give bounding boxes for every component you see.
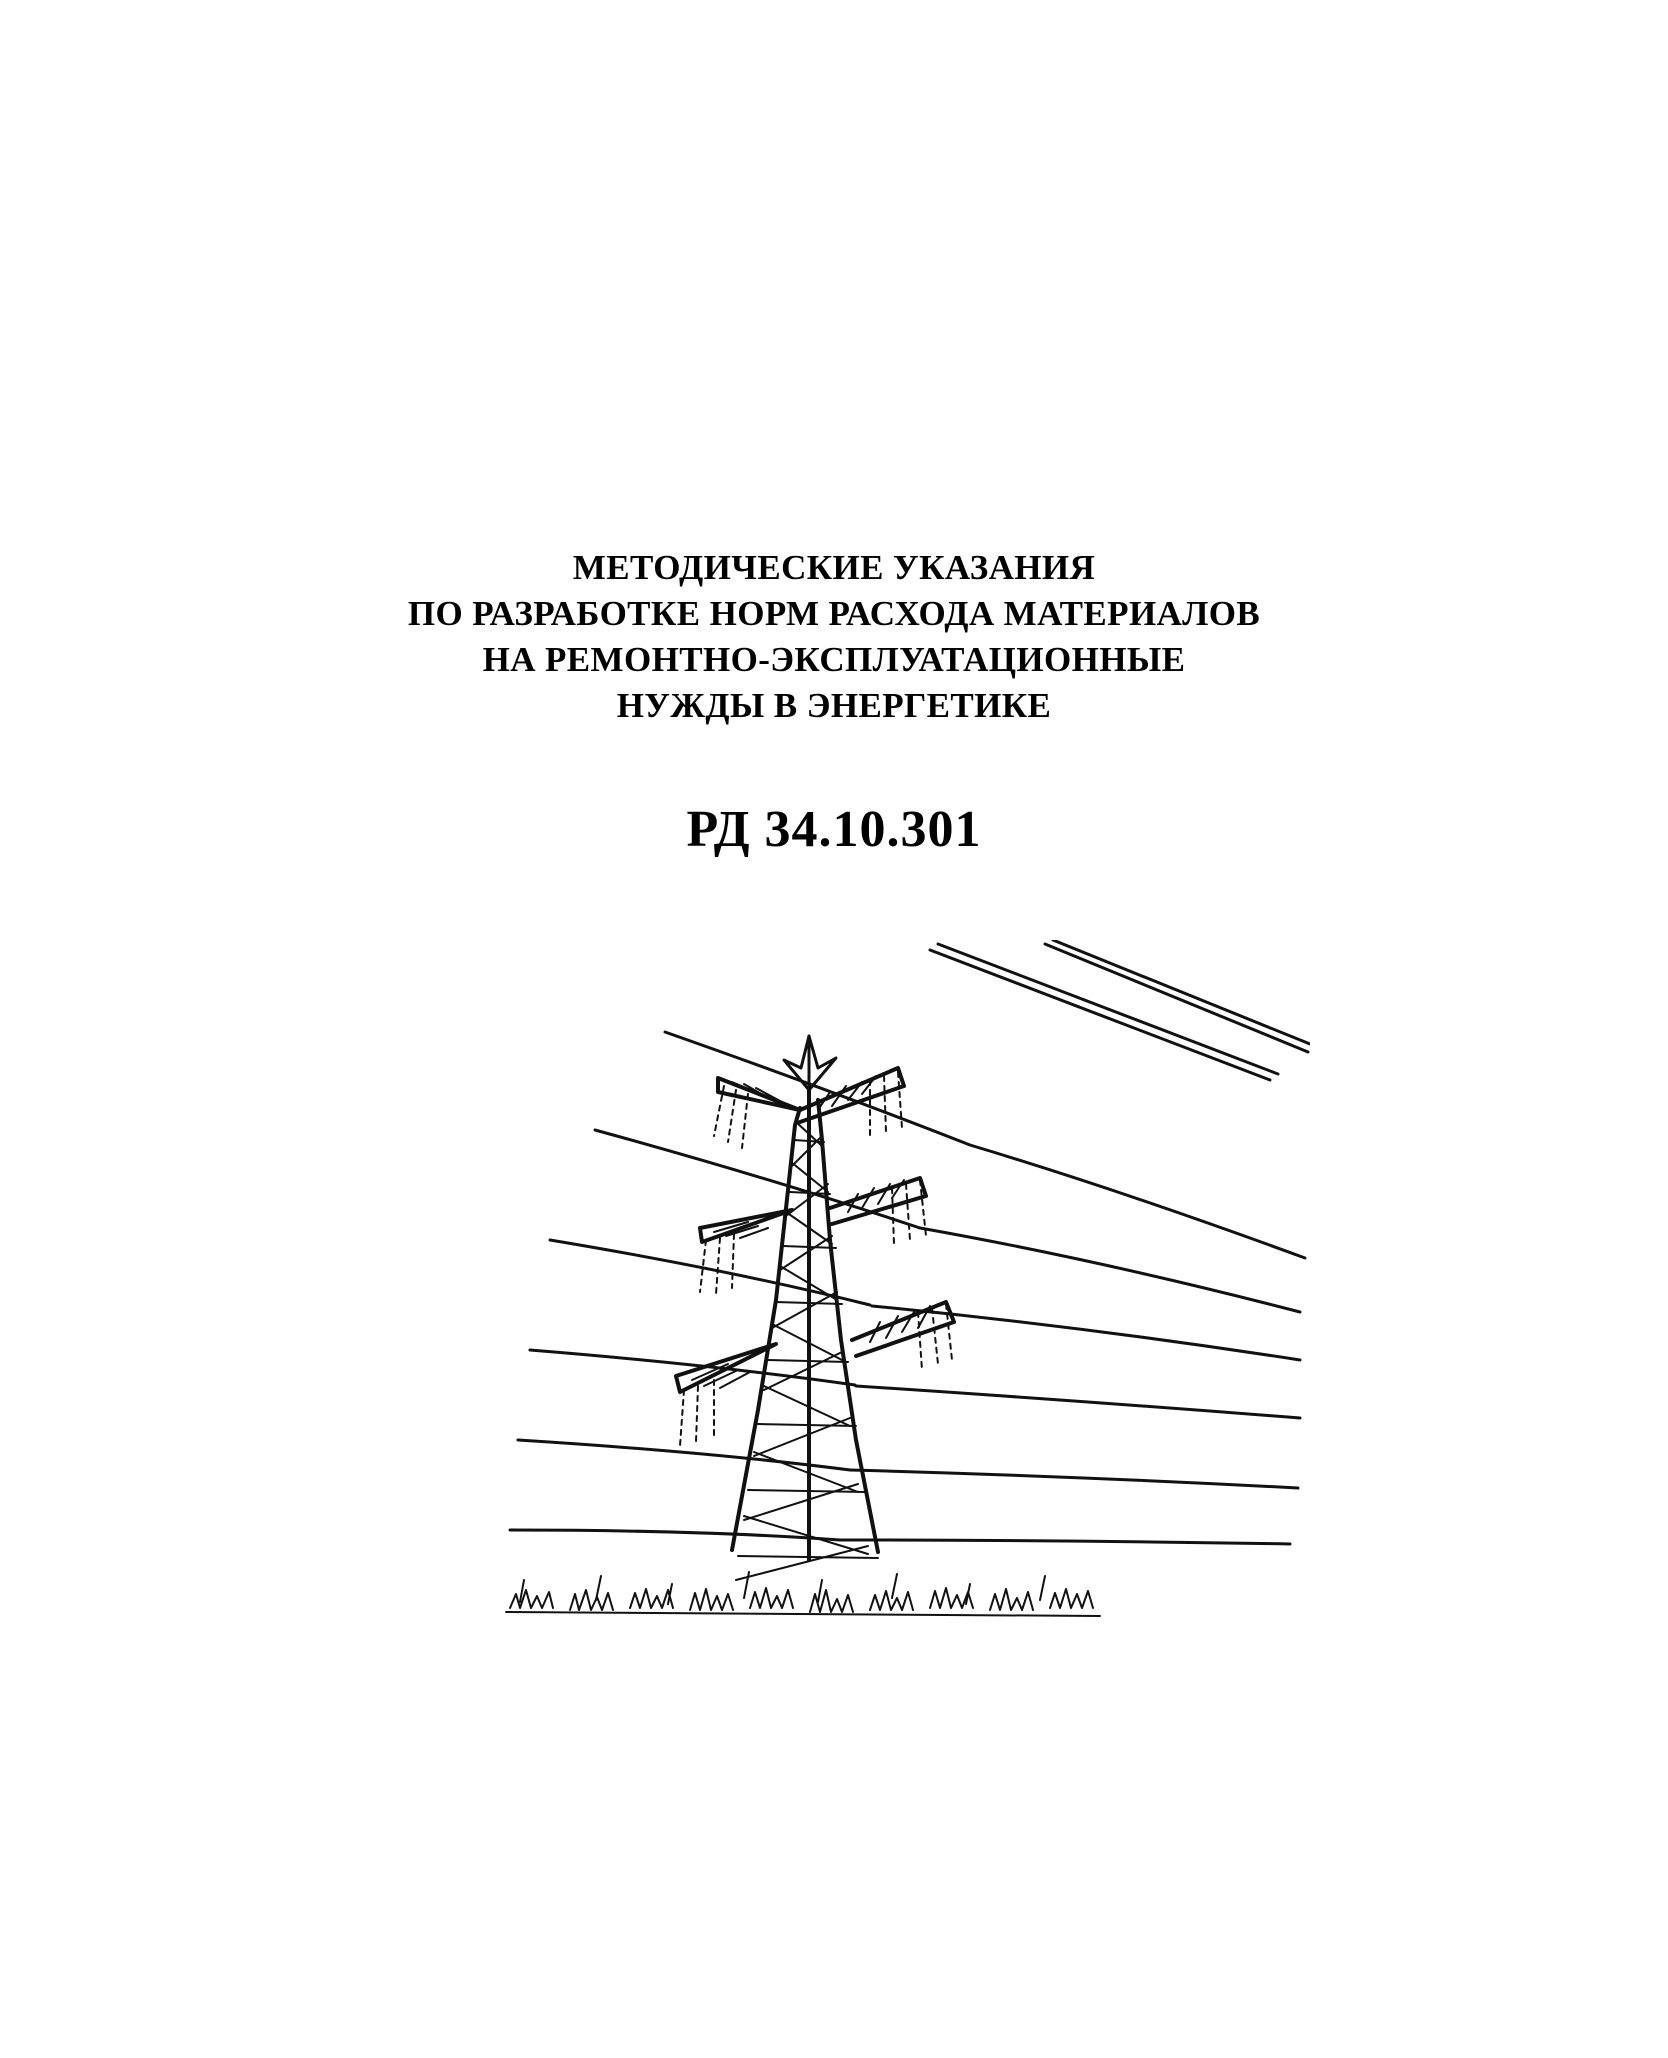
title-line-1: МЕТОДИЧЕСКИЕ УКАЗАНИЯ [572,548,1096,587]
title-line-4: НУЖДЫ В ЭНЕРГЕТИКЕ [616,686,1052,725]
title-line-2: ПО РАЗРАБОТКЕ НОРМ РАСХОДА МАТЕРИАЛОВ [407,594,1261,633]
power-transmission-tower-illustration [500,940,1310,1640]
document-title [0,545,1668,729]
document-code: РД 34.10.301 [686,801,982,858]
title-line-3: НА РЕМОНТНО-ЭКСПЛУАТАЦИОННЫЕ [482,640,1186,679]
